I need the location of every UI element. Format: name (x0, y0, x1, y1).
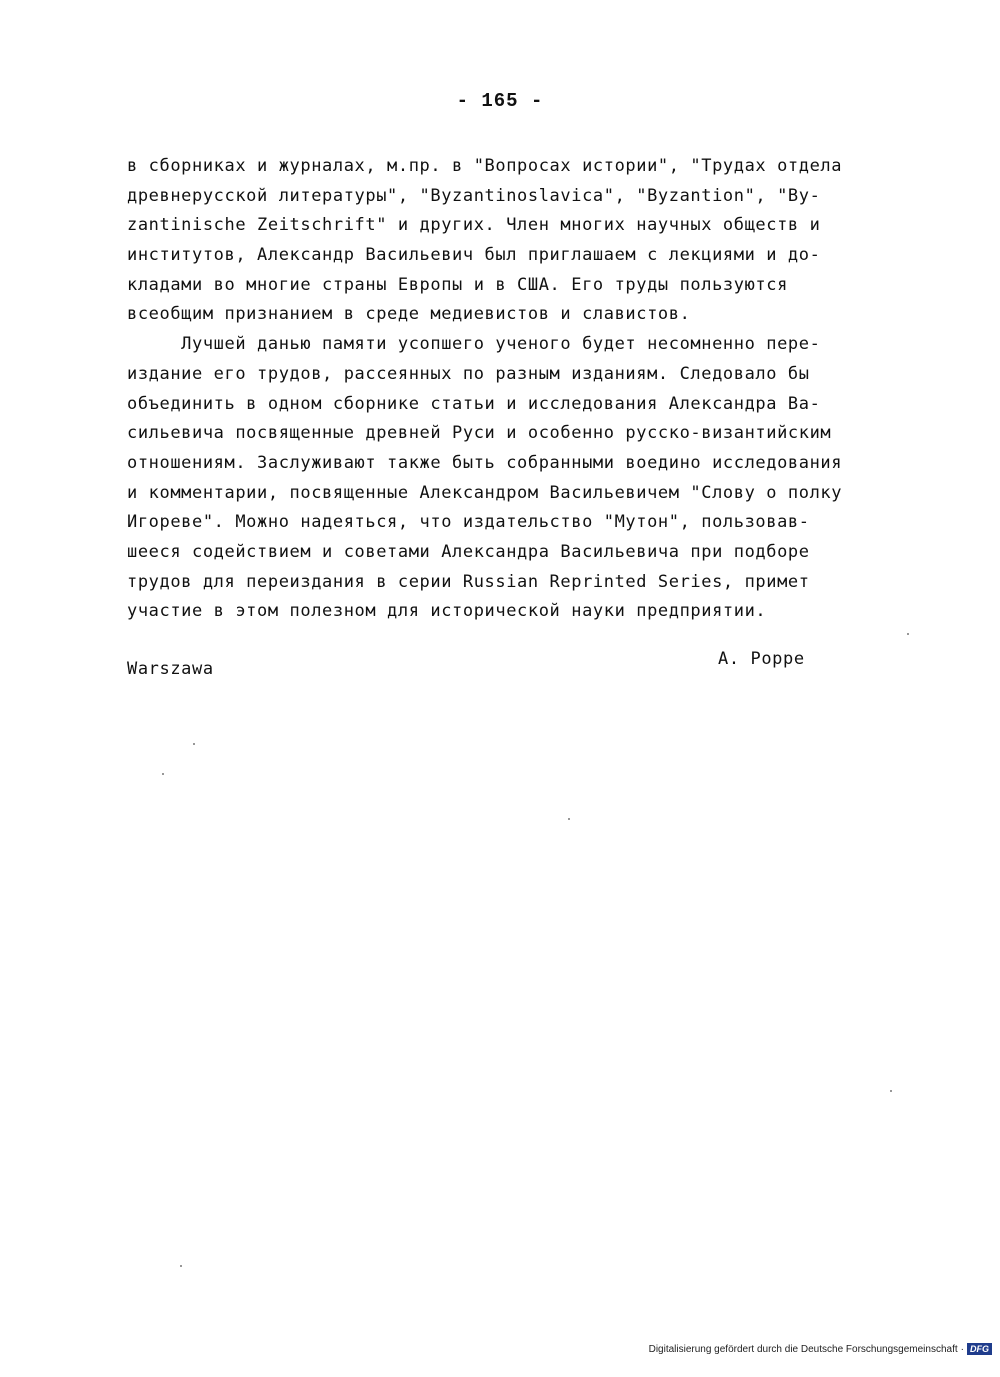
text-line: кладами во многие страны Европы и в США. Его труды пользуются (127, 274, 788, 295)
text-line: объединить в одном сборнике статьи и исследования Александра Ва- (127, 393, 821, 414)
body-text (127, 152, 902, 627)
scan-speck (162, 773, 164, 775)
dfg-logo-icon: DFG (967, 1343, 992, 1355)
signature-author: A. Poppe (718, 649, 805, 669)
text-line: и комментарии, посвященные Александром Васильевичем "Слову о полку (127, 482, 843, 503)
signature-place: Warszawa (127, 659, 214, 679)
page-number: - 165 - (456, 90, 544, 112)
text-line: участие в этом полезном для исторической науки предприятии. (127, 601, 767, 622)
text-line: Игореве". Можно надеяться, что издательство "Мутон", пользовав- (127, 512, 810, 533)
scan-speck (890, 1090, 892, 1092)
scan-speck (180, 1265, 182, 1267)
footer-text: Digitalisierung gefördert durch die Deutsche Forschungsgemeinschaft (648, 1343, 958, 1355)
text-line: трудов для переиздания в серии Russian Reprinted Series, примет (127, 571, 810, 592)
scan-speck (907, 633, 909, 635)
scan-speck (568, 818, 570, 820)
text-line: всеобщим признанием в среде медиевистов и славистов. (127, 304, 691, 325)
digitization-footer (649, 1343, 992, 1355)
text-line: шееся содействием и советами Александра Васильевича при подборе (127, 541, 810, 562)
text-line: Лучшей данью памяти усопшего ученого будет несомненно пере- (127, 334, 821, 355)
footer-separator: · (960, 1343, 964, 1355)
text-line: институтов, Александр Васильевич был приглашаем с лекциями и до- (127, 245, 821, 266)
text-line: zantinische Zeitschrift" и других. Член многих научных обществ и (127, 215, 821, 236)
text-line: в сборниках и журналах, м.пр. в "Вопросах истории", "Трудах отдела (127, 156, 843, 176)
text-line: отношениям. Заслуживают также быть собранными воедино исследования (127, 452, 843, 473)
text-line: издание его трудов, рассеянных по разным изданиям. Следовало бы (127, 363, 810, 384)
text-line: древнерусской литературы", "Byzantinoslavica", "Byzantion", "By- (127, 185, 821, 206)
scan-speck (193, 743, 195, 745)
text-line: сильевича посвященные древней Руси и особенно русско-византийским (127, 423, 832, 444)
